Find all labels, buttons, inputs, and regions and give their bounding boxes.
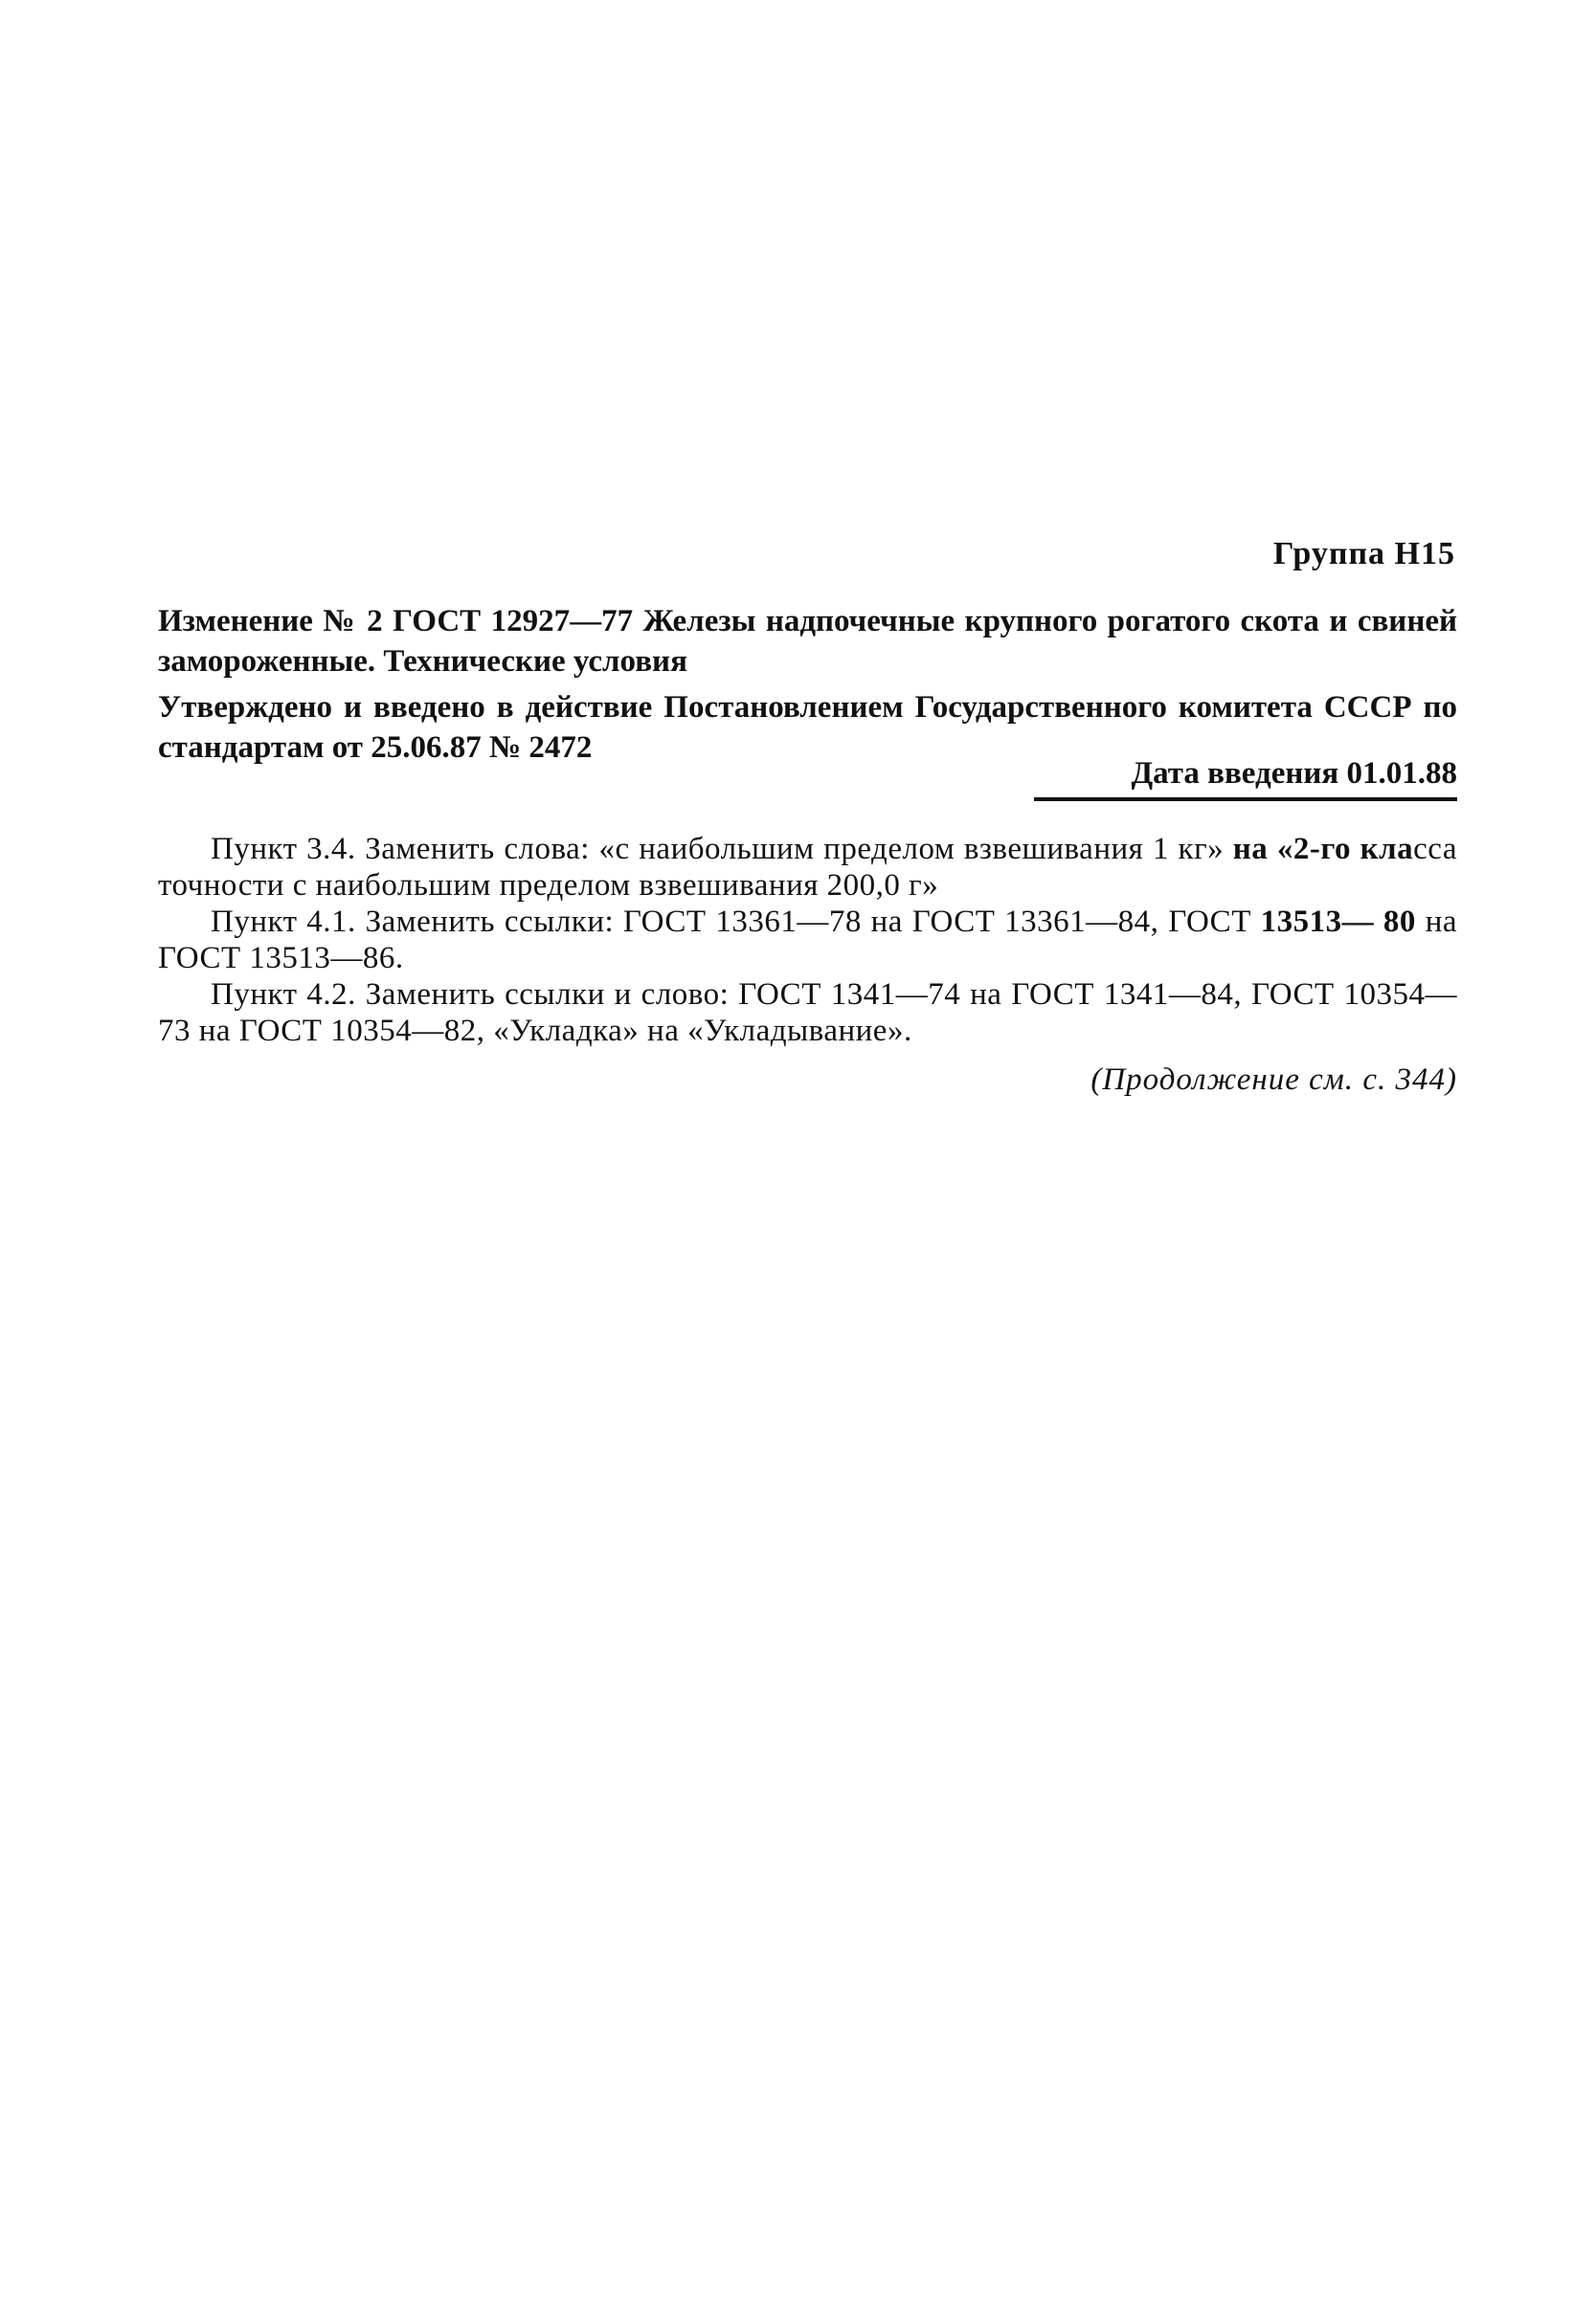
group-label: Группа Н15 <box>1272 536 1455 571</box>
paragraph-text: Пункт 3.4. Заменить слова: «с наибольшим пределом взвешивания 1 кг» <box>211 832 1233 866</box>
paragraph-text: Пункт 4.2. Заменить ссылки и слово: ГОСТ 1341—74 на ГОСТ 1341—84, ГОСТ 10354—73 на ГОСТ 10354—82, «Укладка» на «Укладывание». <box>158 977 1457 1048</box>
amendment-title: Изменение № 2 ГОСТ 12927—77 Железы надпочечные крупного рогатого скота и свиней замороженные. Технические условия <box>158 604 1457 679</box>
amendment-body <box>158 831 1457 1049</box>
paragraph-4-2 <box>158 976 1457 1049</box>
paragraph-3-4 <box>158 831 1457 904</box>
approval-statement: Утверждено и введено в действие Постановлением Государственного комитета СССР по стандартам от 25.06.87 № 2472 <box>158 690 1457 765</box>
paragraph-text: на ГОСТ 13513—86. <box>158 905 1458 975</box>
paragraph-text: Пункт 4.1. Заменить ссылки: ГОСТ 13361—78 на ГОСТ 13361—84, ГОСТ <box>211 905 1261 939</box>
paragraph-4-1 <box>158 904 1457 976</box>
continuation-note: (Продолжение см. с. 344) <box>1090 1062 1457 1097</box>
paragraph-bold-text: 13513— 80 <box>1260 905 1416 939</box>
paragraph-bold-text: на «2-го кла <box>1232 832 1414 866</box>
introduction-date: Дата введения 01.01.88 <box>1034 756 1457 801</box>
paragraph-text: сса точности с наибольшим пределом взвешивания 200,0 г» <box>158 832 1457 903</box>
